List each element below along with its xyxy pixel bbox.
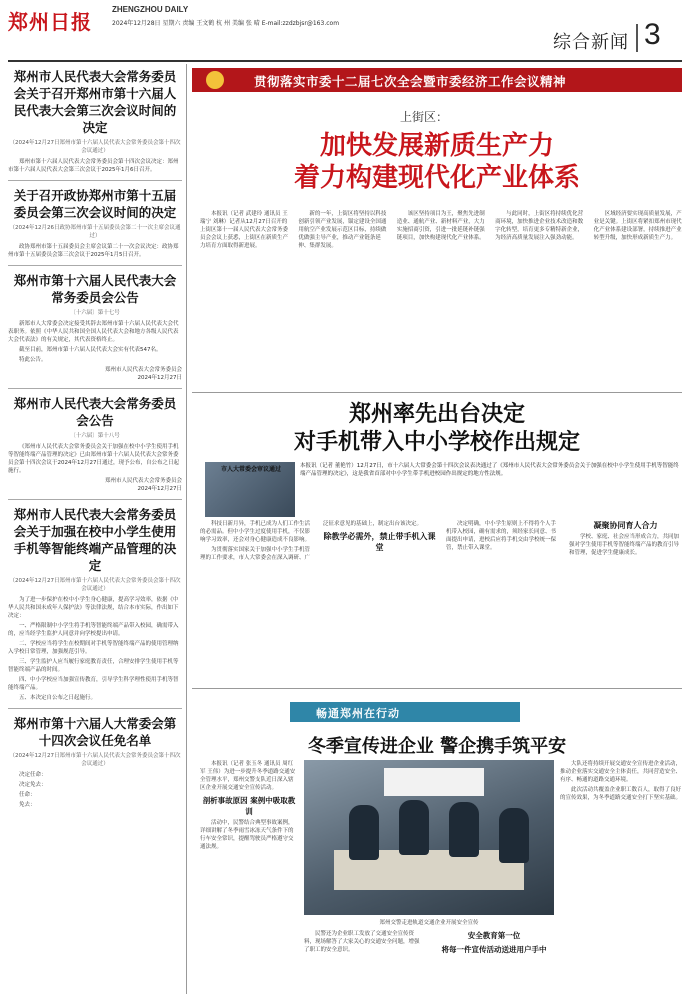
article-subtitle: （2024年12月27日郑州市第十六届人民代表大会常务委员会第十四次会议通过） [9,578,181,592]
feature-headline [192,130,682,194]
article-title: 郑州市人民代表大会常务委员会公告 [13,396,177,428]
section-divider [192,392,682,393]
article-paragraph: 决定免去： [19,782,47,788]
article-photo [304,760,554,915]
notice-article [8,187,182,259]
divider [8,499,182,500]
article-paragraph: 《郑州市人民代表大会常务委员会关于加强在校中小学生使用手机等智能终端产品管理的决定》已由郑州市第十六届人民代表大会常务委员会第十四次会议于2024年12月27日通过，现予公布，自公布之日起施行。 [8,444,179,474]
article-date: 2024年12月27日 [137,375,182,381]
page-number: 3 [644,18,661,51]
article-body [200,760,298,990]
article-paragraph: 区域经济要实现高质量发展，产业是关键。上街区将紧扣郑州市现代化产业体系建设部署，持续推进产业转型升级，加快形成新质生产力。 [593,211,682,241]
column-divider [186,64,187,994]
article-paragraph: 新郑市人大常委会决定接受其辞去郑州市第十六届人民代表大会代表职务。依照《中华人民共和国全国人民代表大会和地方各级人民代表大会代表法》的有关规定，其代表资格终止。 [8,321,179,343]
article-paragraph: 特此公告。 [19,357,47,363]
masthead-rule [8,60,682,62]
feature-headline: 冬季宣传进企业 警企携手筑平安 [307,736,567,757]
notice-article [8,715,182,809]
article-paragraph: 一、严格限制中小学生将手机等智能终端产品带入校园，确需带入的，应当经学生监护人同意并向学校提出申请。 [8,623,179,637]
article-paragraph: 任命： [19,792,36,798]
person-figure [449,802,479,857]
left-column [8,64,182,994]
article-paragraph: 民警还为企业职工发放了交通安全宣传资料，现场解答了大家关心的交通安全问题，增强了职工的安全意识。 [304,931,420,953]
article-subtitle: 〔十六届〕第十八号 [70,433,120,439]
article-paragraph: 五、本决定自公布之日起施行。 [19,695,97,701]
person-figure [499,808,529,863]
article-paragraph: 郑州市第十六届人民代表大会常务委员会第十四次会议决定：郑州市第十六届人民代表大会第三次会议于2025年1月6日召开。 [8,159,179,173]
person-figure [399,800,429,855]
notice-article [8,272,182,382]
article-title: 关于召开政协郑州市第十五届委员会第三次会议时间的决定 [13,188,177,220]
headline-line: 加快发展新质生产力 [319,131,554,161]
notice-article [8,68,182,174]
article-subheading: 除教学必需外，禁止带手机入课堂 [323,532,436,552]
article-paragraph: 为贯彻落实国家关于加强中小学生手机管理的工作要求，市人大常委会在深入调研、广泛征求意见的基础上，制定出台该决定。 [200,521,423,561]
article-paragraph: 四、中小学校应当加强宣传教育，引导学生科学理性使用手机等智能终端产品。 [8,677,179,691]
article-signature: 郑州市人民代表大会常务委员会 [104,367,182,373]
article-paragraph: 本报讯（记者 张玉冬 通讯员 周红军 王伟）为进一步提升冬季道路交通安全管理水平，郑州交警支队近日深入辖区企业开展交通安全宣传活动。 [200,761,296,791]
article-subheading: 凝聚协同育人合力 [593,521,658,530]
section-divider [192,688,682,689]
article-paragraph: 活动中，民警结合典型事故案例，详细讲解了冬季雨雪冰冻天气条件下的行车安全常识，提醒驾驶员严格遵守交通法规。 [200,820,294,850]
notice-article [8,395,182,493]
article-lead: 本报讯（记者 董艳竹）12月27日，市十六届人大常委会第十四次会议表决通过了《郑州市人民代表大会常务委员会关于加强在校中小学生使用手机等智能终端产品管理的决定》，这是我省首部对中小学生带手机进校园作出规定的地方性法规。 [300,463,679,477]
article-paragraph: 学校、家庭、社会应当形成合力，共同加强对学生使用手机等智能终端产品的教育引导和管理，促进学生健康成长。 [569,534,680,556]
page-number-divider [636,24,638,52]
article-subheading: 剖析事故原因 案例中吸取教训 [202,796,296,816]
article-paragraph: 为了进一步保护在校中小学生身心健康，提高学习效率，依据《中华人民共和国未成年人保护法》等法律法规，结合本市实际，作出如下决定： [8,597,179,619]
article-paragraph: 大队还将持续开展交通安全宣传进企业活动，推动企业落实交通安全主体责任，共同营造安全、有序、畅通的道路交通环境。 [560,761,682,783]
article-title: 郑州市人民代表大会常务委员会关于召开郑州市第十六届人民代表大会第三次会议时间的决定 [13,69,177,135]
article-paragraph: 决定任命： [19,772,47,778]
article-subheading: 将每一件宣传活动送进用户手中 [441,945,547,954]
headline-line: 郑州率先出台决定 [348,401,525,427]
article-paragraph: 新的一年，上街区将坚持以科技创新引领产业发展，锚定建设全国通用航空产业发展示范区目标，持续做优做强主导产业，推动产业链条延伸、集群发展。 [298,211,387,249]
article-subtitle: （2024年12月27日郑州市第十六届人民代表大会常务委员会第十四次会议通过） [9,753,181,767]
feature-banner [290,702,520,722]
dateline: 2024年12月28日 星期六 责编 王文鹤 杭 州 美编 张 晴 E-mail:zzdzbjsr@163.com [112,20,340,27]
banner-title: 贯彻落实市委十二届七次全会暨市委经济工作会议精神 [254,74,567,89]
article-signature: 郑州市人民代表大会常务委员会 [104,478,182,484]
article-kicker: 上街区： [400,110,449,124]
article-title: 郑州市第十六届人民代表大会常务委员会公告 [13,273,177,305]
article-subtitle: 〔十六届〕第十七号 [70,310,120,316]
article-paragraph: 免去： [19,802,36,808]
photo-caption: 市人大常委会审议通过 [220,466,281,473]
divider [8,180,182,181]
article-paragraph: 三、学生监护人应当履行家庭教育责任，合理安排学生使用手机等智能终端产品的时间。 [8,659,179,673]
newspaper-english-name: ZHENGZHOU DAILY [112,5,189,14]
article-subheading: 安全教育第一位 [467,931,521,940]
newspaper-logo: 郑州日报 [8,10,92,34]
article-title: 郑州市第十六届人大常委会第十四次会议任免名单 [13,716,177,748]
section-title: 综合新闻 [553,32,629,53]
article-paragraph: 决定明确，中小学生原则上不得将个人手机带入校园，确有需求的，须经家长同意、书面提出申请，进校后应将手机交由学校统一保管，禁止带入课堂。 [446,521,557,551]
projection-screen [384,768,484,796]
article-subtitle: （2024年12月27日郑州市第十六届人民代表大会常务委员会第十四次会议通过） [9,140,181,154]
article-paragraph: 二、学校应当将学生在校期间对手机等智能终端产品的使用管理纳入学校日常管理，加强规范引导。 [8,641,179,655]
article-body [304,930,554,992]
article-paragraph: 该区坚持项目为王，聚焦先进制造业、通航产业、新材料产业，大力实施招商引资，引进一批延链补链强链项目，加快构建现代化产业体系。 [396,211,485,241]
party-emblem-icon [206,71,224,89]
article-title: 郑州市人民代表大会常务委员会关于加强在校中小学生使用手机等智能终端产品管理的决定 [13,507,177,573]
article-subtitle: （2024年12月26日政协郑州市第十五届委员会第二十一次主席会议通过） [9,225,181,239]
article-paragraph: 截至目前，郑州市第十六届人民代表大会实有代表547名。 [19,347,162,353]
article-paragraph: 政协郑州市第十五届委员会主席会议第二十一次会议决定：政协郑州市第十五届委员会第三次会议于2025年1月5日召开。 [8,244,179,258]
headline-line: 对手机带入中小学校作出规定 [293,429,580,455]
feature-banner [192,68,682,92]
article-body [200,210,682,380]
feature-headline [192,400,682,456]
article-body [200,520,682,680]
divider [8,265,182,266]
article-paragraph: 与此同时，上街区将持续优化营商环境，加快推进企业技术改造和数字化转型，培育更多专精特新企业，为经济高质量发展注入强劲动能。 [495,211,584,241]
article-paragraph: 此次活动共覆盖企业职工数百人，取得了良好的宣传效果，为冬季道路交通安全打下坚实基础。 [560,787,682,801]
headline-line: 着力构建现代化产业体系 [293,163,580,193]
article-paragraph: 科技日新月异，手机已成为人们工作生活的必需品。但中小学生过度使用手机，不仅影响学习效率，还会对身心健康造成不良影响。 [200,521,311,543]
article-date: 2024年12月27日 [137,486,182,492]
divider [8,388,182,389]
article-paragraph: 本报讯（记者 武建玲 通讯员 王瑞宁 刘琳）记者从12月27日召开的上街区第十一届人民代表大会常务委员会会议上获悉，上街区在新质生产力培育方面取得新进展。 [200,211,289,249]
notice-article [8,506,182,702]
article-body [560,760,682,990]
banner-title: 畅通郑州在行动 [316,707,400,720]
photo-caption: 郑州交警走进轨道交通企业开展安全宣传 [379,920,479,926]
masthead [0,0,690,60]
divider [8,708,182,709]
person-figure [349,805,379,860]
